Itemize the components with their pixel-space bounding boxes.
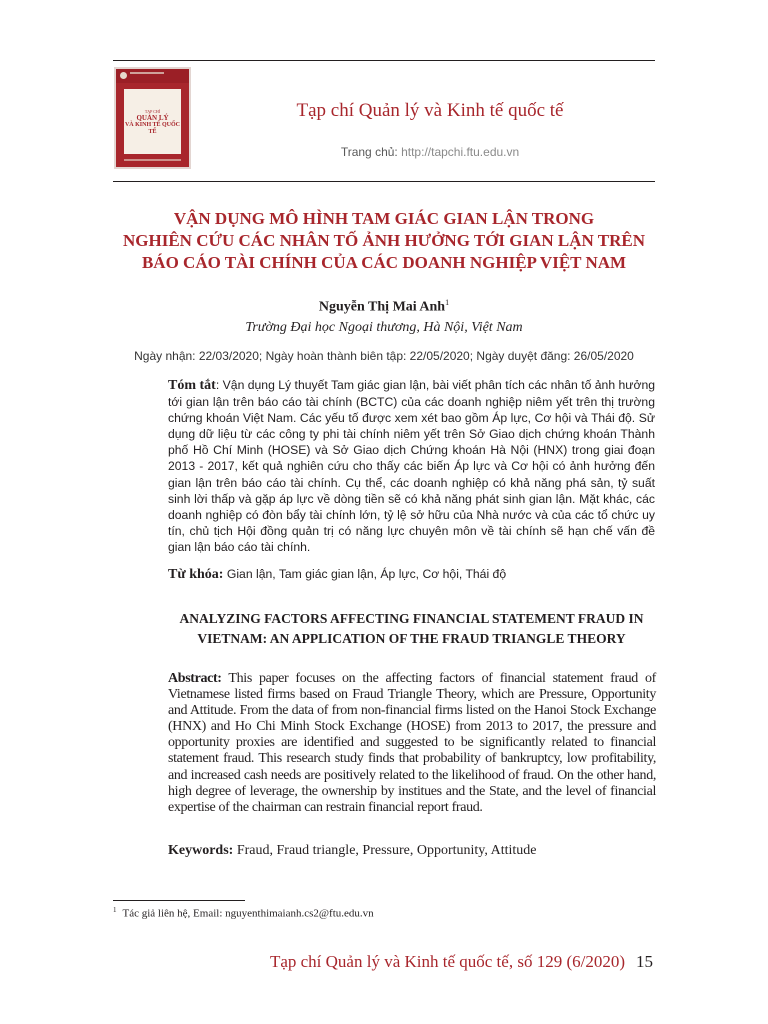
cover-publisher-mark [130, 72, 164, 74]
cover-logo-icon [120, 72, 127, 79]
keywords-vi-text: Gian lận, Tam giác gian lận, Áp lực, Cơ hội, Thái độ [223, 567, 507, 581]
abstract-en-text: This paper focuses on the affecting factors of financial statement fraud of Vietnamese listed firms based on Fraud Triangle Theory, which are Pressure, Opportunity and Attitude. From the data of from non-financial firms listed on the Hanoi Stock Exchange (HNX) and Ho Chi Minh Stock Exchange (HOSE) from 2013 to 2017, the pressure and opportunity proxies are identified and suggested to be significantly related to financial statement fraud. This research study finds that probability of bankruptcy, low profitability, and increased cash needs are positively related to the likelihood of fraud. On the other hand, high degree of leverage, the ownership by institues and the State, and the level of financial expertise of the chairman can restrain financial report fraud. [168, 671, 656, 815]
cover-line-3: VÀ KINH TẾ QUỐC TẾ [124, 121, 181, 135]
header-bottom-rule [113, 181, 655, 182]
title-line-2: NGHIÊN CỨU CÁC NHÂN TỐ ẢNH HƯỞNG TỚI GIAN LẬN TRÊN [122, 231, 645, 250]
abstract-en [168, 671, 656, 816]
keywords-vi [168, 567, 655, 583]
cover-line-2: QUẢN LÝ [136, 113, 169, 122]
author-affiliation: Trường Đại học Ngoại thương, Hà Nội, Việt Nam [245, 320, 523, 335]
page-number: 15 [636, 952, 653, 971]
cover-title-panel [124, 89, 181, 154]
abstract-vi [168, 377, 655, 555]
cover-line-1: TẠP CHÍ [144, 108, 161, 114]
cover-bottom-bar [124, 159, 181, 161]
footnote [113, 906, 374, 920]
journal-cover-thumbnail [114, 67, 191, 169]
homepage-link[interactable]: http://tapchi.ftu.edu.vn [401, 145, 520, 159]
en-title-line-2: VIETNAM: AN APPLICATION OF THE FRAUD TRIANGLE THEORY [197, 631, 626, 646]
article-dates: Ngày nhận: 22/03/2020; Ngày hoàn thành biên tập: 22/05/2020; Ngày duyệt đăng: 26/05/2020 [134, 349, 634, 363]
journal-title: Tạp chí Quản lý và Kinh tế quốc tế [296, 100, 564, 121]
keywords-vi-label: Từ khóa: [168, 567, 224, 582]
footnote-text: Tác giả liên hệ, Email: nguyenthimaianh.cs2@ftu.edu.vn [122, 907, 374, 920]
article-title-vi [113, 208, 655, 274]
title-line-3: BÁO CÁO TÀI CHÍNH CỦA CÁC DOANH NGHIỆP VIỆT NAM [141, 253, 627, 272]
en-title-line-1: ANALYZING FACTORS AFFECTING FINANCIAL STATEMENT FRAUD IN [179, 611, 644, 626]
author-footnote-mark[interactable]: 1 [445, 298, 450, 307]
header-top-rule [113, 60, 655, 61]
keywords-en-label: Keywords: [168, 843, 234, 858]
footnote-rule [113, 900, 245, 901]
title-line-1: VẬN DỤNG MÔ HÌNH TAM GIÁC GIAN LẬN TRONG [173, 209, 595, 228]
abstract-vi-label: Tóm tắt [168, 378, 216, 393]
author-name [113, 298, 655, 316]
abstract-vi-text: : Vận dụng Lý thuyết Tam giác gian lận, bài viết phân tích các nhân tố ảnh hưởng tới gian lận trên báo cáo tài chính (BCTC) của các doanh nghiệp niêm yết trên thị trường chứng khoán Việt Nam. Các yếu tố được xem xét bao gồm Áp lực, Cơ hội và Thái độ. Sử dụng dữ liệu từ các công ty phi tài chính niêm yết trên Sở Giao dịch chứng khoán Thành phố Hồ Chí Minh (HOSE) và Sở Giao dịch Chứng khoán Hà Nội (HNX) trong giai đoạn 2013 - 2017, kết quả nghiên cứu cho thấy các biến Áp lực và Cơ hội có ảnh hưởng đến gian lận trên báo cáo tài chính. Cụ thể, các doanh nghiệp có khả năng phá sản, tỷ suất sinh lời thấp và gặp áp lực về dòng tiền sẽ có khả năng phát sinh gian lận. Mặt khác, các doanh nghiệp có đòn bẩy tài chính lớn, tỷ lệ sở hữu của Nhà nước và của các tổ chức uy tín, chủ tịch Hội đồng quản trị có năng lực chuyên môn về tài chính sẽ hạn chế vấn đề gian lận báo cáo tài chính. [168, 378, 656, 554]
footnote-mark: 1 [113, 906, 117, 914]
abstract-en-label: Abstract: [168, 671, 222, 686]
keywords-en-text: Fraud, Fraud triangle, Pressure, Opportunity, Attitude [233, 843, 537, 858]
homepage-label: Trang chủ: [340, 145, 402, 159]
keywords-en [168, 843, 656, 859]
footer-journal-issue: Tạp chí Quản lý và Kinh tế quốc tế, số 129 (6/2020) [269, 952, 625, 971]
author-text: Nguyễn Thị Mai Anh [318, 299, 446, 315]
journal-homepage [205, 145, 655, 159]
article-title-en [168, 609, 655, 649]
